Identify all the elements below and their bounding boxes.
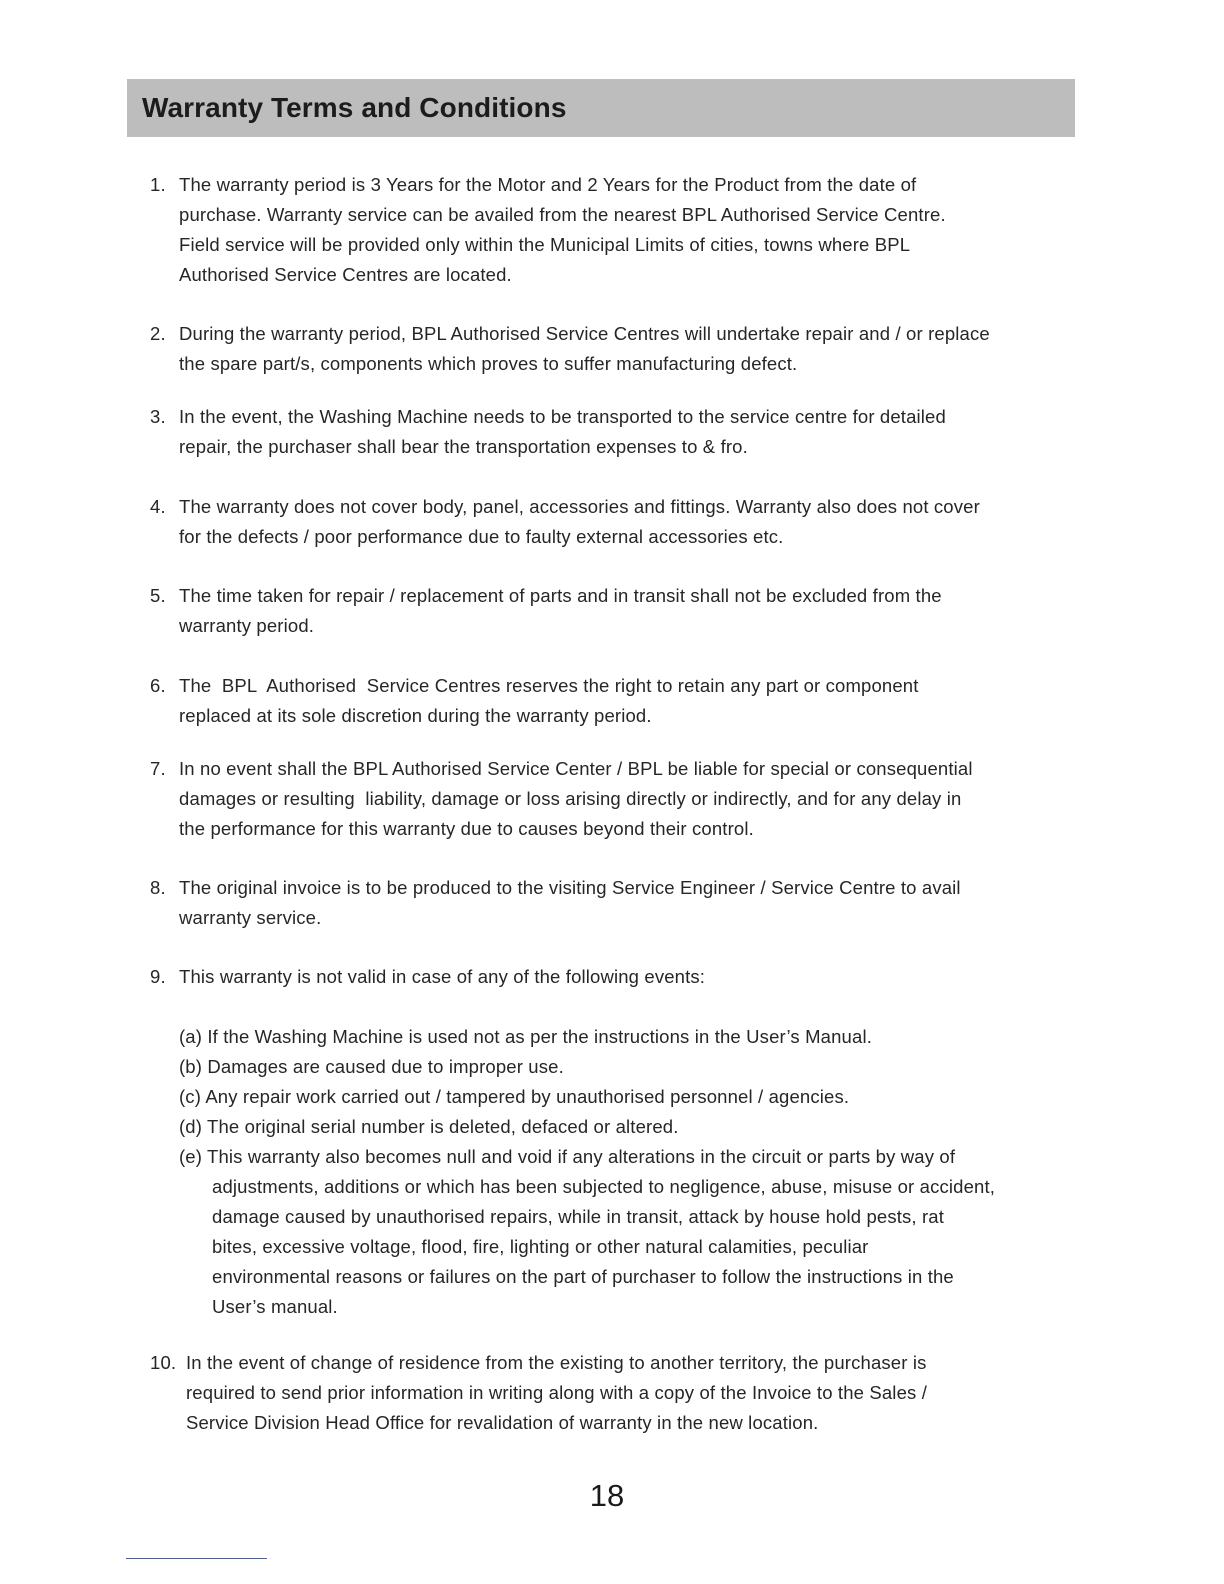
term-4 bbox=[150, 492, 980, 552]
term-number: 8. bbox=[150, 877, 166, 898]
term-text-line: In no event shall the BPL Authorised Service Center / BPL be liable for special or consequential bbox=[179, 758, 973, 779]
term-text-line: In the event of change of residence from the existing to another territory, the purchaser is bbox=[186, 1352, 927, 1373]
exclusion-text-line: adjustments, additions or which has been subjected to negligence, abuse, misuse or accident, bbox=[212, 1176, 996, 1197]
term-number: 9. bbox=[150, 966, 166, 987]
term-text-line: Authorised Service Centres are located. bbox=[179, 264, 512, 285]
term-text-line: repair, the purchaser shall bear the transportation expenses to & fro. bbox=[179, 436, 748, 457]
exclusion-label: (a) bbox=[179, 1026, 203, 1047]
term-text-line: In the event, the Washing Machine needs to be transported to the service centre for detailed bbox=[179, 406, 946, 427]
term-number: 3. bbox=[150, 406, 166, 427]
term-text-line: the performance for this warranty due to causes beyond their control. bbox=[179, 818, 754, 839]
term-text-line: replaced at its sole discretion during the warranty period. bbox=[179, 705, 652, 726]
exclusion-label: (c) bbox=[179, 1086, 202, 1107]
exclusion-text-line: Damages are caused due to improper use. bbox=[207, 1056, 564, 1077]
page-title: Warranty Terms and Conditions bbox=[142, 92, 567, 123]
exclusion-text-line: User’s manual. bbox=[212, 1296, 338, 1317]
exclusion-text-line: If the Washing Machine is used not as per the instructions in the User’s Manual. bbox=[207, 1026, 872, 1047]
term-number: 1. bbox=[150, 174, 166, 195]
exclusion-e bbox=[179, 1142, 995, 1322]
term-number: 10. bbox=[150, 1352, 177, 1373]
term-number: 2. bbox=[150, 323, 166, 344]
term-text-line: Field service will be provided only within the Municipal Limits of cities, towns where BPL bbox=[179, 234, 911, 255]
exclusion-text-line: bites, excessive voltage, flood, fire, lighting or other natural calamities, peculiar bbox=[212, 1236, 869, 1257]
term-number: 6. bbox=[150, 675, 166, 696]
term-text-line: The time taken for repair / replacement of parts and in transit shall not be excluded from the bbox=[179, 585, 942, 606]
page-number: 18 bbox=[589, 1478, 625, 1513]
term-9 bbox=[150, 962, 705, 992]
footer-rule bbox=[126, 1558, 267, 1559]
term-1 bbox=[150, 170, 946, 290]
term-7 bbox=[150, 754, 973, 844]
exclusion-text-line: Any repair work carried out / tampered by unauthorised personnel / agencies. bbox=[205, 1086, 850, 1107]
term-text-line: damages or resulting liability, damage or loss arising directly or indirectly, and for any delay in bbox=[179, 788, 962, 809]
term-number: 7. bbox=[150, 758, 166, 779]
term-text-line: The original invoice is to be produced to the visiting Service Engineer / Service Centre to avail bbox=[179, 877, 961, 898]
term-2 bbox=[150, 319, 990, 379]
exclusion-label: (d) bbox=[179, 1116, 203, 1137]
term-text-line: The warranty does not cover body, panel, accessories and fittings. Warranty also does not cover bbox=[179, 496, 980, 517]
term-5 bbox=[150, 581, 942, 641]
term-text-line: The warranty period is 3 Years for the Motor and 2 Years for the Product from the date of bbox=[179, 174, 917, 195]
term-text-line: warranty period. bbox=[179, 615, 315, 636]
term-text-line: The BPL Authorised Service Centres reserves the right to retain any part or component bbox=[179, 675, 919, 696]
exclusion-label: (e) bbox=[179, 1146, 203, 1167]
exclusion-a bbox=[179, 1022, 872, 1052]
term-text-line: purchase. Warranty service can be availed from the nearest BPL Authorised Service Centre. bbox=[179, 204, 946, 225]
exclusion-text-line: damage caused by unauthorised repairs, while in transit, attack by house hold pests, rat bbox=[212, 1206, 945, 1227]
term-6 bbox=[150, 671, 919, 731]
term-text-line: required to send prior information in writing along with a copy of the Invoice to the Sales / bbox=[186, 1382, 927, 1403]
term-10 bbox=[150, 1348, 927, 1438]
term-8 bbox=[150, 873, 961, 933]
term-text-line: the spare part/s, components which proves to suffer manufacturing defect. bbox=[179, 353, 798, 374]
exclusion-text-line: The original serial number is deleted, defaced or altered. bbox=[207, 1116, 679, 1137]
exclusion-c bbox=[179, 1082, 849, 1112]
exclusion-text-line: environmental reasons or failures on the part of purchaser to follow the instructions in the bbox=[212, 1266, 954, 1287]
term-number: 4. bbox=[150, 496, 166, 517]
exclusion-label: (b) bbox=[179, 1056, 203, 1077]
exclusion-d bbox=[179, 1112, 679, 1142]
term-text-line: warranty service. bbox=[179, 907, 322, 928]
term-text-line: During the warranty period, BPL Authorised Service Centres will undertake repair and / or replace bbox=[179, 323, 990, 344]
term-number: 5. bbox=[150, 585, 166, 606]
term-text-line: for the defects / poor performance due to faulty external accessories etc. bbox=[179, 526, 784, 547]
term-text-line: Service Division Head Office for revalidation of warranty in the new location. bbox=[186, 1412, 819, 1433]
exclusion-text-line: This warranty also becomes null and void if any alterations in the circuit or parts by way of bbox=[207, 1146, 956, 1167]
term-text-line: This warranty is not valid in case of any of the following events: bbox=[179, 966, 706, 987]
title-bar bbox=[127, 79, 1075, 137]
term-3 bbox=[150, 402, 946, 462]
exclusion-b bbox=[179, 1052, 564, 1082]
